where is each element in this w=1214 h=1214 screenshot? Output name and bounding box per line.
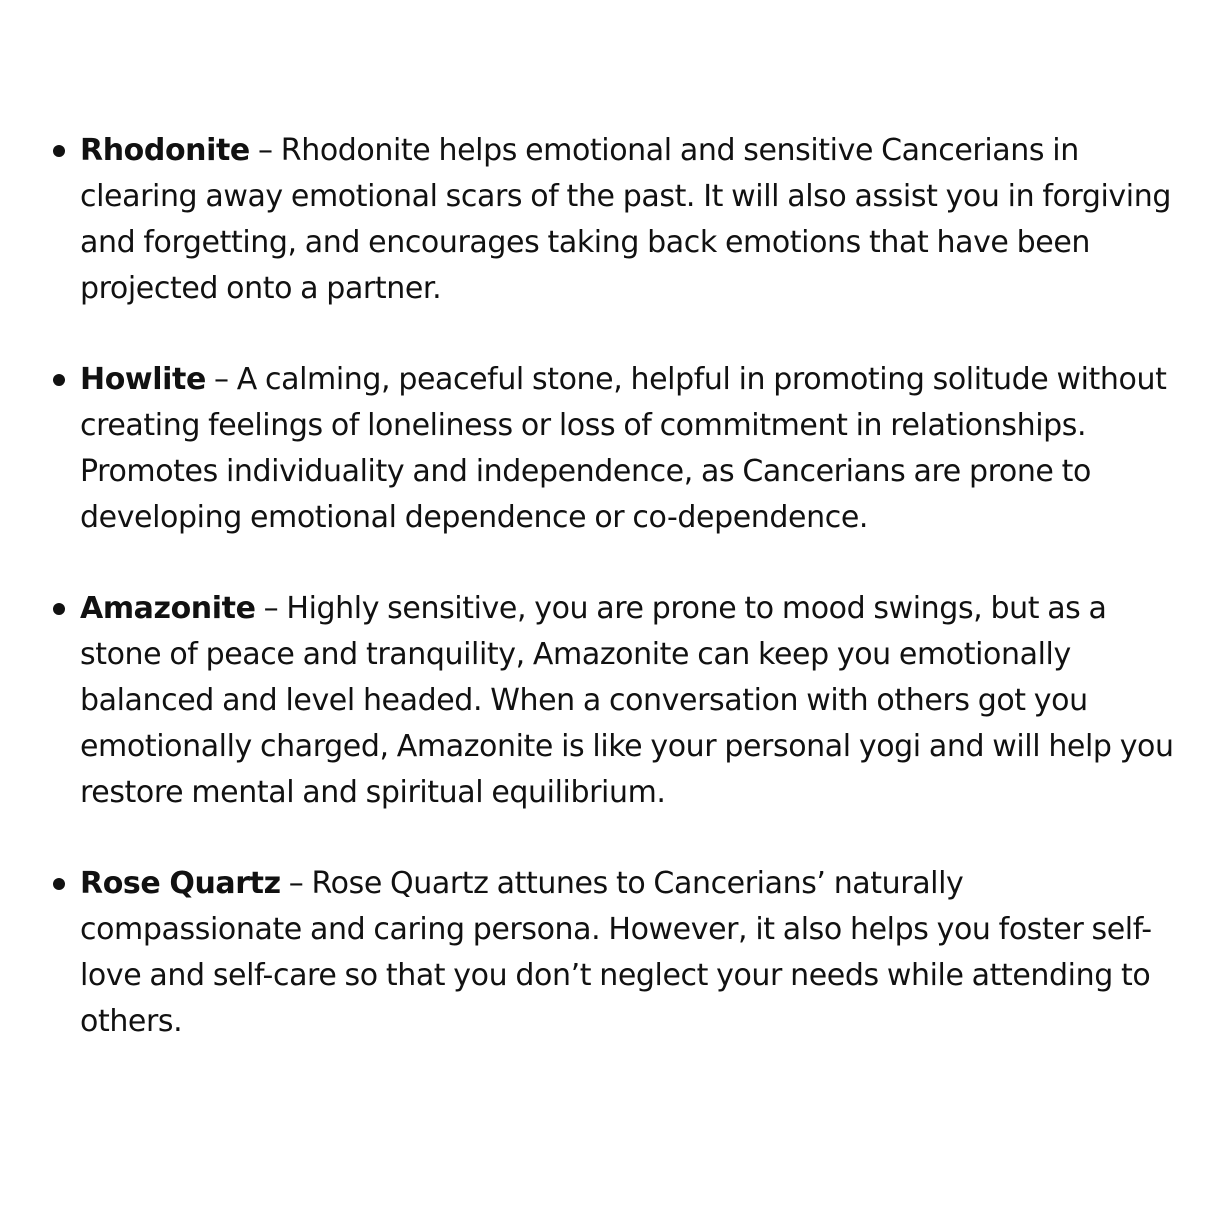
stone-name: Rose Quartz: [80, 866, 281, 901]
bullet-icon: [53, 145, 65, 157]
bullet-icon: [53, 878, 65, 890]
separator: –: [249, 133, 281, 168]
bullet-icon: [53, 374, 65, 386]
stone-description: Highly sensitive, you are prone to mood swings, but as a stone of peace and tranquility, Amazonite can keep you emotionally balanced and level headed. When a conversation with others got you emotionally charged, Amazonite is like your personal yogi and will help you restore mental and spiritual equilibrium.: [80, 591, 1174, 810]
separator: –: [280, 866, 312, 901]
list-item-howlite: [50, 357, 1190, 541]
stone-description: A calming, peaceful stone, helpful in promoting solitude without creating feelings of loneliness or loss of commitment in relationships. Promotes individuality and independence, as Cancerians are prone to developing emotional dependence or co-dependence.: [80, 362, 1167, 535]
stone-description: Rhodonite helps emotional and sensitive Cancerians in clearing away emotional scars of the past. It will also assist you in forgiving and forgetting, and encourages taking back emotions that have been projected onto a partner.: [80, 133, 1171, 306]
stone-name: Howlite: [80, 362, 206, 397]
separator: –: [205, 362, 237, 397]
stone-name: Amazonite: [80, 591, 256, 626]
crystal-list: [50, 128, 1190, 1090]
separator: –: [255, 591, 287, 626]
list-item-amazonite: [50, 586, 1190, 816]
stone-description: Rose Quartz attunes to Cancerians’ naturally compassionate and caring persona. However, it also helps you foster self-love and self-care so that you don’t neglect your needs while attending to others.: [80, 866, 1152, 1039]
list-item-rhodonite: [50, 128, 1190, 312]
stone-name: Rhodonite: [80, 133, 250, 168]
bullet-icon: [53, 603, 65, 615]
list-item-rose-quartz: [50, 861, 1190, 1045]
